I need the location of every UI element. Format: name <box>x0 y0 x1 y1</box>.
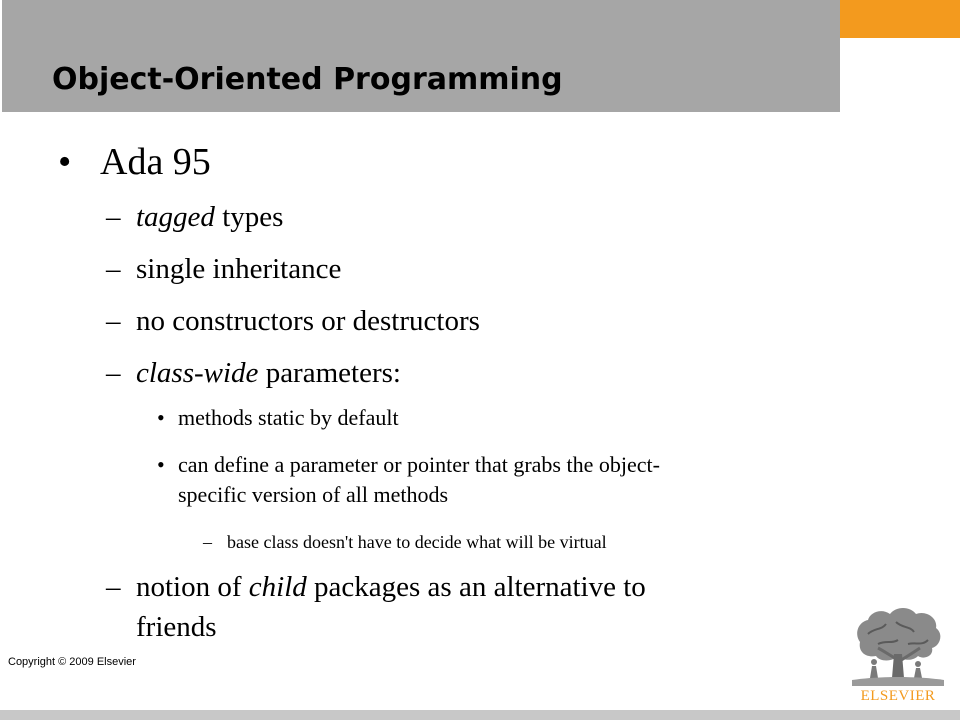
item-no-constructors: no constructors or destructors <box>136 305 480 337</box>
item-tagged-types <box>136 201 283 234</box>
item-emphasis: tagged <box>136 201 215 233</box>
dash-marker: – <box>106 201 121 233</box>
dash-marker: – <box>203 532 212 552</box>
sub-item-define-parameter-line1: can define a parameter or pointer that grabs the object- <box>178 452 660 477</box>
dash-marker: – <box>106 357 121 389</box>
elsevier-logo <box>848 604 948 708</box>
accent-block <box>840 0 960 38</box>
sub-sub-item-base-class: base class doesn't have to decide what will be virtual <box>227 532 607 552</box>
sub-item-methods-static: methods static by default <box>178 405 399 430</box>
item-rest: types <box>214 201 284 233</box>
item-rest: parameters: <box>258 357 401 389</box>
item-pre: notion of <box>136 571 249 603</box>
item-post: packages as an alternative to <box>306 571 646 603</box>
copyright-text: Copyright © 2009 Elsevier <box>8 656 136 668</box>
slide-title: Object-Oriented Programming <box>52 62 563 97</box>
elsevier-wordmark: ELSEVIER <box>860 688 936 704</box>
item-class-wide-parameters <box>136 357 401 390</box>
bullet-dot: • <box>58 141 72 183</box>
item-emphasis: child <box>248 571 307 603</box>
sub-bullet-dot: • <box>157 452 165 477</box>
dash-marker: – <box>106 305 121 337</box>
sub-bullet-dot: • <box>157 405 165 430</box>
item-child-packages-line2: friends <box>136 611 217 643</box>
item-child-packages-line1 <box>136 571 646 604</box>
bottom-bar <box>0 710 960 720</box>
item-single-inheritance: single inheritance <box>136 253 342 285</box>
tree-icon <box>848 604 948 688</box>
bullet-main-text: Ada 95 <box>100 141 211 183</box>
sub-item-define-parameter-line2: specific version of all methods <box>178 482 449 507</box>
title-bar-edge <box>0 0 2 112</box>
dash-marker: – <box>106 253 121 285</box>
item-emphasis: class-wide <box>136 357 259 389</box>
dash-marker: – <box>106 571 121 603</box>
